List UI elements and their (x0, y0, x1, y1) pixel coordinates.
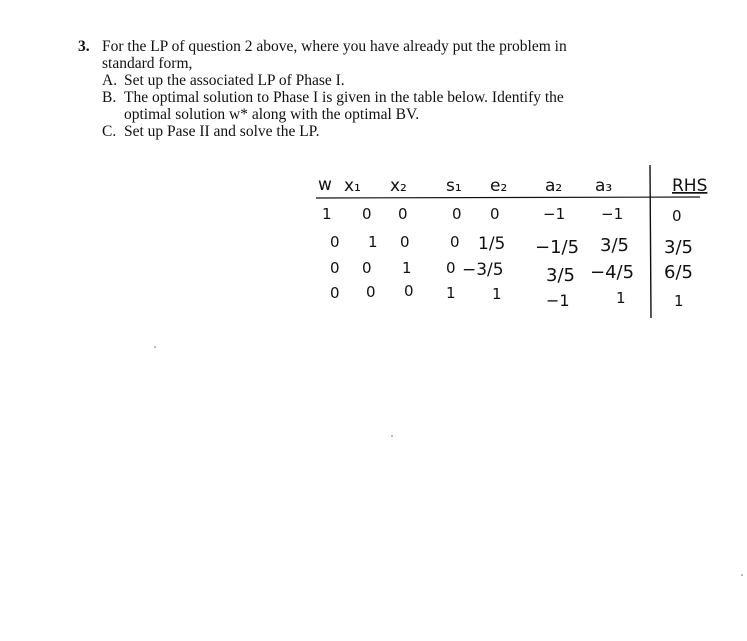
header-s1: s₁ (446, 176, 462, 196)
r2-rhs: 6/5 (664, 262, 693, 283)
part-b-line-1: The optimal solution to Phase I is given in the table below. Identify the (124, 89, 564, 106)
r3-s1: 1 (446, 284, 456, 302)
header-x2: x₂ (390, 176, 407, 196)
r2-x1: 0 (362, 259, 372, 277)
r3-e2: 1 (492, 285, 502, 303)
r1-x2: 0 (400, 233, 410, 251)
part-a-label: A. (102, 72, 118, 89)
tableau-row-1 (330, 233, 693, 258)
r3-x2: 0 (404, 282, 414, 300)
r2-a2: 3/5 (546, 265, 575, 286)
r1-a2: −1/5 (535, 237, 580, 258)
r1-e2: 1/5 (478, 234, 506, 254)
r3-rhs: 1 (674, 292, 684, 310)
scan-speck (154, 346, 156, 348)
tableau-row-3 (330, 282, 684, 310)
r0-a2: −1 (543, 205, 566, 223)
header-a3: a₃ (595, 176, 613, 196)
header-e2: e₂ (490, 176, 508, 196)
r2-w: 0 (330, 259, 340, 277)
r0-w: 1 (322, 205, 332, 223)
r3-w: 0 (330, 284, 340, 302)
header-x1: x₁ (344, 176, 361, 196)
tableau-row-2 (330, 259, 693, 286)
r2-e2: −3/5 (462, 260, 504, 280)
question-number: 3. (78, 38, 90, 55)
header-rule (316, 197, 700, 198)
header-a2: a₂ (545, 176, 563, 196)
r0-x2: 0 (398, 205, 408, 223)
r3-x1: 0 (366, 283, 376, 301)
r0-a3: −1 (601, 205, 624, 223)
scan-speck (741, 574, 743, 576)
rhs-separator (650, 165, 651, 318)
header-rhs: RHS (672, 176, 708, 196)
r2-s1: 0 (446, 259, 456, 277)
r3-a2: −1 (546, 291, 570, 310)
r1-a3: 3/5 (600, 235, 629, 256)
part-c-label: C. (102, 123, 117, 140)
r1-rhs: 3/5 (664, 237, 693, 258)
intro-line-1: For the LP of question 2 above, where you have already put the problem in (102, 38, 567, 55)
r1-x1: 1 (368, 233, 378, 251)
r2-x2: 1 (402, 259, 412, 277)
part-b-label: B. (102, 89, 117, 106)
tableau-header (318, 175, 707, 196)
r1-s1: 0 (450, 233, 460, 251)
r0-s1: 0 (452, 205, 462, 223)
tableau-row-0 (322, 205, 682, 225)
r0-rhs: 0 (672, 207, 682, 225)
r0-e2: 0 (490, 205, 500, 223)
r2-a3: −4/5 (590, 262, 635, 283)
scan-speck (391, 435, 393, 437)
r3-a3: 1 (616, 289, 626, 307)
part-b-line-2: optimal solution w* along with the optimal BV. (124, 106, 420, 123)
part-a-text: Set up the associated LP of Phase I. (124, 72, 345, 89)
r0-x1: 0 (362, 205, 372, 223)
r1-w: 0 (330, 233, 340, 251)
header-w: w (318, 175, 332, 195)
part-c-text: Set up Pase II and solve the LP. (124, 123, 320, 140)
intro-line-2: standard form, (102, 55, 193, 72)
